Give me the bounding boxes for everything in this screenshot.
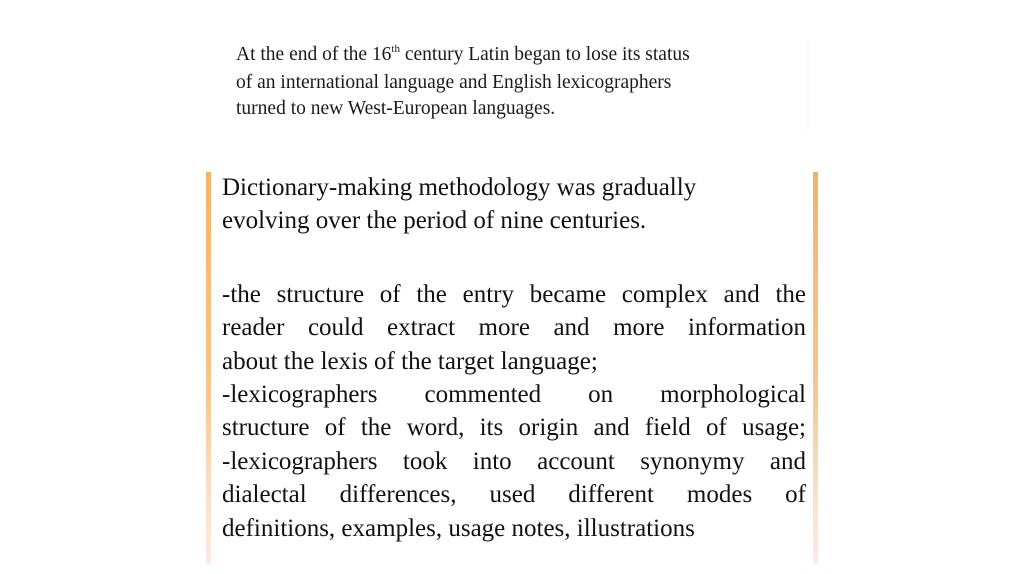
bullet-2-line-2: structure of the word, its origin and field of usage; [222,414,806,442]
intro-line-3: turned to new West-European languages. [236,98,556,119]
intro-line-1-start: At the end of the 16 [236,44,392,65]
bullet-1-line-2: reader could extract more and more information [222,314,806,342]
intro-line-1-end: century Latin began to lose its status [399,44,690,65]
bullet-2-line-1: -lexicographers commented on morphological [222,381,806,409]
bullet-1-line-3: about the lexis of the target language; [222,347,598,375]
main-intro-line-2: evolving over the period of nine centuries. [222,207,647,235]
ordinal-superscript: th [391,43,400,55]
intro-paragraph [236,42,816,122]
main-intro-line-1: Dictionary-making methodology was gradually [222,174,697,201]
intro-line-1 [236,42,816,70]
right-accent-bar [813,172,818,564]
bullet-1-line-1: -the structure of the entry became complex and the [222,280,806,308]
left-accent-bar [206,172,211,564]
bullet-3-line-1: -lexicographers took into account synonymy and [222,447,806,475]
image-edge-shade [806,40,812,130]
bullet-3-line-3: definitions, examples, usage notes, illustrations [222,514,695,542]
bullet-3-line-2: dialectal differences, used different modes of [222,481,806,509]
paragraph-gap [222,238,806,278]
main-paragraph [222,171,806,545]
intro-line-2: of an international language and English lexicographers [236,72,672,93]
